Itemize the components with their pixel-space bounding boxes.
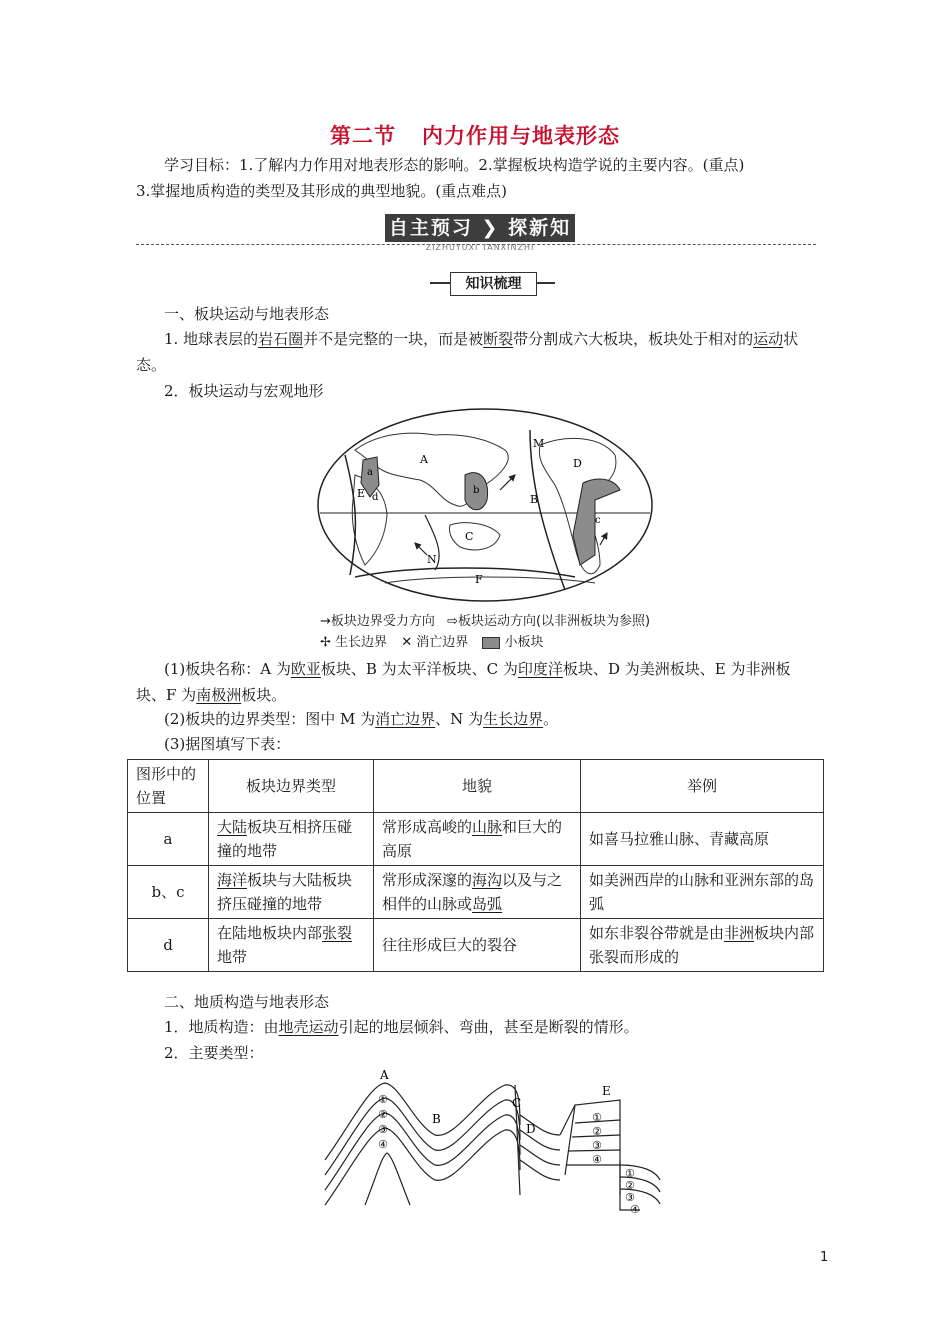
banner-subtitle: ZIZHUYUXI TANXINZHI <box>425 243 535 252</box>
section-1-paragraph-1: 1. 地球表层的岩石圈并不是完整的一块，而是被断裂带分割成六大板块，板块处于相对的运动状态。 <box>136 330 799 374</box>
section-2-paragraph-1: 1．地质构造：由地壳运动引起的地层倾斜、弯曲，甚至是断裂的情形。 <box>164 1018 639 1036</box>
section-1-heading: 一、板块运动与地表形态 <box>164 305 330 323</box>
header-example: 举例 <box>581 760 824 813</box>
map-label-C: C <box>465 530 474 543</box>
table-row: d 在陆地板块内部张裂地带 往往形成巨大的裂谷 如东非裂谷带就是由非洲板块内部张裂而形成的 <box>128 919 824 972</box>
map-label-N: N <box>427 553 437 566</box>
trench-icon: ✕ <box>401 635 413 650</box>
layer-mark: ④ <box>378 1138 388 1151</box>
map-label-b: b <box>473 485 480 496</box>
page-title <box>0 120 950 150</box>
fold-label-E: E <box>602 1084 611 1098</box>
section-banner <box>385 214 575 254</box>
layer-mark: ③ <box>592 1139 602 1152</box>
fold-label-C: C <box>512 1096 522 1110</box>
section-2-paragraph-2: 2．主要类型： <box>164 1044 264 1062</box>
movement-arrow-icon: ⇨ <box>447 614 458 629</box>
map-label-M: M <box>533 437 545 450</box>
layer-mark: ④ <box>630 1203 640 1215</box>
layer-mark: ② <box>592 1125 602 1138</box>
geologic-structure-diagram <box>320 1065 680 1215</box>
table-header-row <box>128 760 824 813</box>
map-label-E: E <box>357 487 366 500</box>
small-plate-icon <box>482 637 500 649</box>
layer-mark: ③ <box>378 1123 388 1136</box>
objectives-line-1: 学习目标：1.了解内力作用对地表形态的影响。2.掌握板块构造学说的主要内容。(重点) <box>164 156 745 174</box>
section-2-heading: 二、地质构造与地表形态 <box>164 993 330 1011</box>
fold-label-B: B <box>432 1112 441 1126</box>
force-arrow-icon: → <box>320 614 331 629</box>
table-row: a 大陆板块互相挤压碰撞的地带 常形成高峻的山脉和巨大的高原 如喜马拉雅山脉、青藏高原 <box>128 813 824 866</box>
question-2: (2)板块的边界类型：图中 M 为消亡边界、N 为生长边界。 <box>164 710 559 728</box>
header-position: 图形中的位置 <box>128 760 209 813</box>
header-boundary-type: 板块边界类型 <box>209 760 374 813</box>
fold-label-A: A <box>380 1068 389 1082</box>
plate-map <box>315 405 655 605</box>
map-label-c: c <box>595 515 601 526</box>
question-3: (3)据图填写下表： <box>164 735 291 753</box>
plate-boundary-table <box>127 759 824 972</box>
knowledge-label <box>430 272 555 294</box>
section-1-paragraph-2: 2．板块运动与宏观地形 <box>164 382 324 400</box>
map-legend-line-1: →板块边界受力方向 ⇨板块运动方向(以非洲板块为参照) <box>320 614 651 629</box>
banner-title: 自主预习 ❯ 探新知 <box>385 214 575 242</box>
layer-mark: ④ <box>592 1153 602 1166</box>
table-row: b、c 海洋板块与大陆板块挤压碰撞的地带 常形成深邃的海沟以及与之相伴的山脉或岛弧 如美洲西岸的山脉和亚洲东部的岛弧 <box>128 866 824 919</box>
map-legend-line-2: ✢ 生长边界 ✕ 消亡边界 小板块 <box>320 635 544 650</box>
layer-mark: ① <box>592 1111 602 1124</box>
layer-mark: ① <box>378 1093 388 1106</box>
header-landform: 地貌 <box>374 760 581 813</box>
map-label-d: d <box>372 492 379 503</box>
objectives-line-2: 3.掌握地质构造的类型及其形成的典型地貌。(重点难点) <box>136 182 508 200</box>
map-label-A: A <box>420 453 428 466</box>
layer-mark: ② <box>625 1179 635 1192</box>
fold-label-D: D <box>526 1122 536 1136</box>
ridge-icon: ✢ <box>320 635 331 650</box>
layer-mark: ② <box>378 1108 388 1121</box>
map-label-a: a <box>367 467 373 478</box>
map-label-B: B <box>530 493 539 506</box>
layer-mark: ③ <box>625 1191 635 1204</box>
title-section-number: 第二节 <box>330 124 396 148</box>
question-1: (1)板块名称：A 为欧亚板块、B 为太平洋板块、C 为印度洋板块、D 为美洲板块、E 为非洲板块、F 为南极洲板块。 <box>136 660 791 704</box>
knowledge-label-text: 知识梳理 <box>450 272 537 296</box>
layer-mark: ① <box>625 1167 635 1180</box>
title-text: 内力作用与地表形态 <box>422 124 620 148</box>
map-label-F: F <box>475 573 483 586</box>
map-label-D: D <box>573 457 582 470</box>
page-number: 1 <box>820 1250 829 1265</box>
